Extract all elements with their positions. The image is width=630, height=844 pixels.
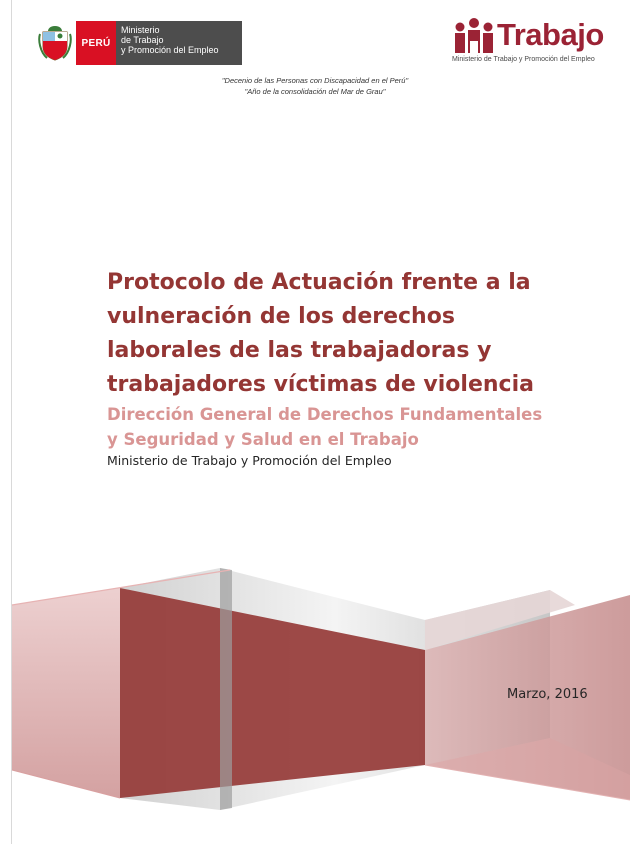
decenio-line: "Año de la consolidación del Mar de Grau": [244, 87, 386, 96]
publication-date: Marzo, 2016: [507, 687, 588, 702]
ministry-name: Ministerio de Trabajo y Promoción del Empleo: [107, 453, 392, 468]
document-title-line: Protocolo de Actuación frente a la: [107, 270, 531, 295]
trabajo-logo-word: Trabajo: [497, 17, 604, 52]
document-title-line: laborales de las trabajadoras y: [107, 338, 492, 363]
ministry-logo-text: [116, 21, 242, 65]
ministry-line: y Promoción del Empleo: [121, 45, 219, 55]
decenio-line: "Decenio de las Personas con Discapacidad en el Perú": [221, 76, 409, 85]
decenio-text: [0, 75, 630, 97]
subtitle-line: Dirección General de Derechos Fundamentales: [107, 405, 543, 424]
trabajo-logo-subtitle: Ministerio de Trabajo y Promoción del Empleo: [452, 56, 595, 63]
title-block: [107, 266, 577, 470]
document-title-line: trabajadores víctimas de violencia: [107, 372, 534, 397]
peru-label: PERÚ: [76, 21, 116, 65]
coat-of-arms-icon: [38, 24, 72, 62]
subtitle-line: y Seguridad y Salud en el Trabajo: [107, 430, 419, 449]
document-title-line: vulneración de los derechos: [107, 304, 455, 329]
ministry-line: Ministerio: [121, 25, 160, 35]
ministry-line: de Trabajo: [121, 35, 164, 45]
decorative-ribbon-art: [0, 560, 630, 810]
